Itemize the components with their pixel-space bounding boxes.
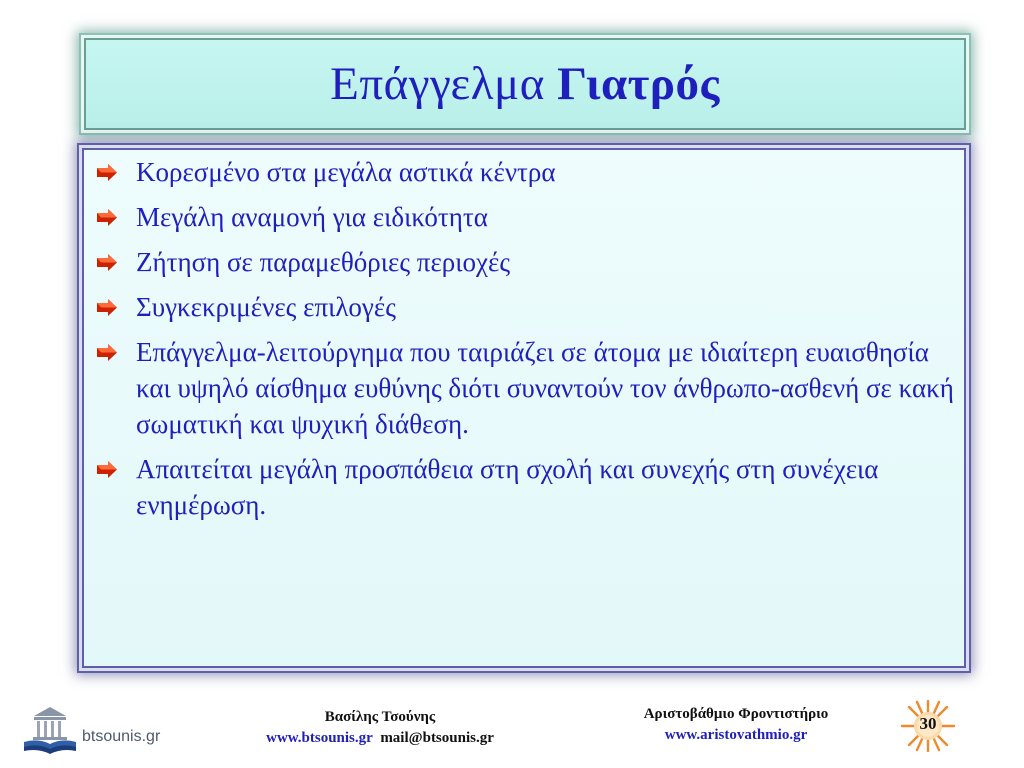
content-box — [82, 148, 966, 668]
bullet-text: Συγκεκριμένες επιλογές — [136, 292, 396, 322]
arrow-bullet-icon — [96, 164, 118, 181]
temple-book-icon — [20, 702, 80, 758]
author-name: Βασίλης Τσούνης — [324, 709, 436, 725]
page-number: 30 — [919, 714, 937, 733]
title-bold: Γιατρός — [557, 58, 720, 110]
org-site-link[interactable]: www.aristovathmio.gr — [664, 727, 808, 743]
bullet-text: Επάγγελμα-λειτούργημα που ταιριάζει σε άτομα με ιδιαίτερη ευαισθησία και υψηλό αίσθημα ευθύνης διότι συναντούν τον άνθρωπο-ασθενή σε κακή σωματική και ψυχική διάθεση. — [136, 337, 954, 439]
footer-organization — [596, 704, 876, 746]
bullet-text: Μεγάλη αναμονή για ειδικότητα — [136, 202, 488, 232]
bullet-item — [84, 334, 964, 442]
title-regular: Επάγγελμα — [330, 58, 558, 110]
bullet-text: Απαιτείται μεγάλη προσπάθεια στη σχολή και συνεχής στη συνέχεια ενημέρωση. — [136, 454, 879, 520]
footer-author — [220, 707, 540, 749]
org-name: Αριστοβάθμιο Φροντιστήριο — [643, 706, 829, 722]
bullet-text: Κορεσμένο στα μεγάλα αστικά κέντρα — [136, 157, 556, 187]
bullet-item — [84, 451, 964, 523]
bullet-list — [84, 150, 964, 523]
author-mail[interactable]: mail@btsounis.gr — [380, 730, 494, 746]
author-site-link[interactable]: www.btsounis.gr — [266, 730, 373, 746]
arrow-bullet-icon — [96, 344, 118, 361]
title-box — [84, 38, 966, 130]
arrow-bullet-icon — [96, 254, 118, 271]
bullet-item — [84, 244, 964, 280]
bullet-item — [84, 289, 964, 325]
slide-title — [330, 57, 720, 111]
page-number-badge — [896, 698, 960, 754]
arrow-bullet-icon — [96, 209, 118, 226]
footer-logo — [20, 702, 190, 758]
bullet-item — [84, 199, 964, 235]
bullet-item — [84, 154, 964, 190]
bullet-text: Ζήτηση σε παραμεθόριες περιοχές — [136, 247, 511, 277]
logo-text: btsounis.gr — [82, 728, 161, 745]
arrow-bullet-icon — [96, 461, 118, 478]
arrow-bullet-icon — [96, 299, 118, 316]
